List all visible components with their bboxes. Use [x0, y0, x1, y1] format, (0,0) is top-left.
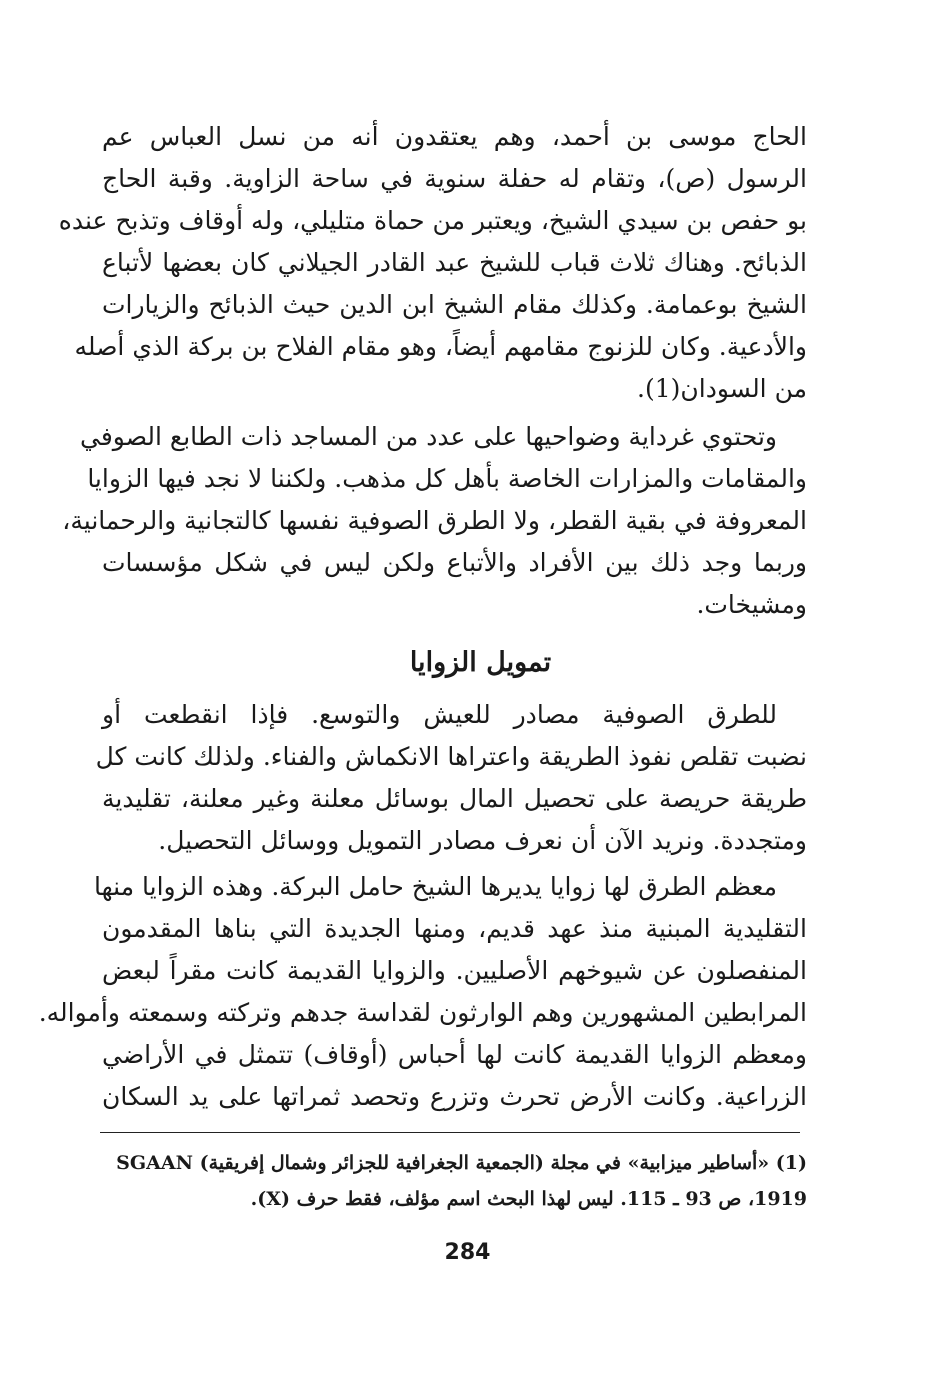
text-line: وتحتوي غرداية وضواحيها على عدد من المساجد ذات الطابع الصوفي: [80, 422, 777, 451]
paragraph-4: [38, 866, 807, 1118]
footnote-line: 1919، ص 93 ـ 115. ليس لهذا البحث اسم مؤلف، فقط حرف (X).: [250, 1188, 807, 1210]
text-line: للطرق الصوفية مصادر للعيش والتوسع. فإذا انقطعت أو: [102, 700, 777, 729]
text-line: ومتجددة. ونريد الآن أن نعرف مصادر التمويل ووسائل التحصيل.: [158, 826, 807, 855]
paragraph-2: [62, 416, 807, 626]
text-line: المنفصلون عن شيوخهم الأصليين. والزوايا القديمة كانت مقراً لبعض: [102, 956, 807, 985]
text-line: من السودان(1).: [637, 374, 807, 403]
text-line: معظم الطرق لها زوايا يديرها الشيخ حامل البركة. وهذه الزوايا منها: [94, 872, 777, 901]
text-line: الحاج موسى بن أحمد، وهم يعتقدون أنه من نسل العباس عم: [102, 122, 807, 151]
text-line: الزراعية. وكانت الأرض تحرث وتزرع وتحصد ثمراتها على يد السكان: [102, 1082, 807, 1111]
text-line: نضبت تقلص نفوذ الطريقة واعتراها الانكماش والفناء. ولذلك كانت كل: [95, 742, 807, 771]
text-line: وربما وجد ذلك بين الأفراد والأتباع ولكن ليس في شكل مؤسسات: [102, 548, 807, 577]
text-line: الذبائح. وهناك ثلاث قباب للشيخ عبد القادر الجيلاني كان بعضها لأتباع: [102, 248, 807, 277]
text-line: الرسول (ص)، وتقام له حفلة سنوية في ساحة الزاوية. وقبة الحاج: [102, 164, 807, 193]
paragraph-1: [58, 116, 807, 410]
text-line: المرابطين المشهورين وهم الوارثون لقداسة جدهم وتركته وسمعته وأمواله.: [38, 998, 807, 1027]
paragraph-3: [95, 694, 807, 862]
text-line: المعروفة في بقية القطر، ولا الطرق الصوفية نفسها كالتجانية والرحمانية،: [62, 506, 807, 535]
page-number: 284: [444, 1240, 491, 1265]
text-line: بو حفص بن سيدي الشيخ، ويعتبر من حماة متليلي، وله أوقاف وتذبح عنده: [58, 206, 807, 235]
section-heading: تمويل الزوايا: [409, 647, 552, 678]
text-line: ومشيخات.: [696, 590, 807, 619]
footnote-line: (1) «أساطير ميزابية» في مجلة (الجمعية الجغرافية للجزائر وشمال إفريقية) SGAAN: [116, 1152, 807, 1174]
text-line: التقليدية المبنية منذ عهد قديم، ومنها الجديدة التي بناها المقدمون: [102, 914, 807, 943]
text-line: طريقة حريصة على تحصيل المال بوسائل معلنة وغير معلنة، تقليدية: [102, 784, 807, 813]
text-line: والمقامات والمزارات الخاصة بأهل كل مذهب. ولكننا لا نجد فيها الزوايا: [87, 464, 807, 493]
text-line: الشيخ بوعمامة. وكذلك مقام الشيخ ابن الدين حيث الذبائح والزيارات: [102, 290, 807, 319]
text-line: ومعظم الزوايا القديمة كانت لها أحباس (أوقاف) تتمثل في الأراضي: [102, 1040, 807, 1069]
footnote-divider: [100, 1132, 800, 1133]
text-line: والأدعية. وكان للزنوج مقامهم أيضاً، وهو مقام الفلاح بن بركة الذي أصله: [74, 332, 807, 361]
